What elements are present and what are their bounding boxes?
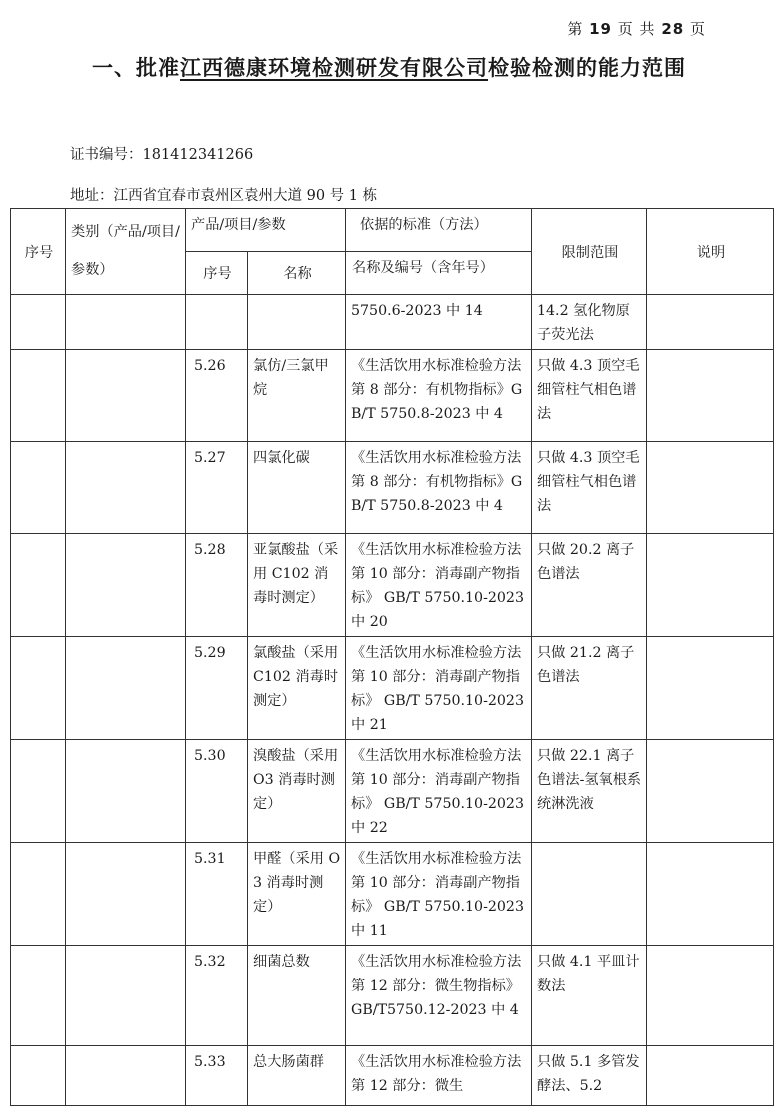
- organization-name: 江西德康环境检测研发有限公司: [180, 56, 488, 80]
- cell-note: [647, 534, 774, 637]
- cell-item-seq: 5.30: [186, 740, 248, 843]
- cell-category: [66, 350, 186, 442]
- cell-standard: 《生活饮用水标准检验方法 第 10 部分：消毒副产物指标》 GB/T 5750.10-2023 中 11: [346, 843, 532, 946]
- cell-item-name: 总大肠菌群: [248, 1046, 346, 1106]
- cell-note: [647, 442, 774, 534]
- table-row: [11, 1046, 774, 1106]
- header-limit: 限制范围: [532, 209, 647, 295]
- cell-limit: 只做 20.2 离子色谱法: [532, 534, 647, 637]
- cell-standard: 5750.6-2023 中 14: [346, 295, 532, 350]
- cell-item-seq: 5.31: [186, 843, 248, 946]
- address: 地址：江西省宜春市袁州区袁州大道 90 号 1 栋: [70, 188, 378, 204]
- capability-scope-table: [10, 208, 774, 1106]
- cell-note: [647, 295, 774, 350]
- page-title: 一、批准江西德康环境检测研发有限公司检验检测的能力范围: [92, 56, 686, 80]
- cell-category: [66, 843, 186, 946]
- table-row: [11, 350, 774, 442]
- cell-seq: [11, 740, 66, 843]
- header-note: 说明: [647, 209, 774, 295]
- header-standard-sub: 名称及编号（含年号）: [346, 252, 532, 295]
- cell-seq: [11, 442, 66, 534]
- cell-item-name: 溴酸盐（采用 O3 消毒时测定）: [248, 740, 346, 843]
- cell-category: [66, 946, 186, 1046]
- cell-seq: [11, 350, 66, 442]
- cell-item-name: [248, 295, 346, 350]
- cell-standard: 《生活饮用水标准检验方法 第 10 部分：消毒副产物指标》 GB/T 5750.10-2023 中 21: [346, 637, 532, 740]
- header-seq: 序号: [11, 209, 66, 295]
- page-number: 第 19 页 共 28 页: [567, 20, 706, 38]
- cell-item-name: 氯酸盐（采用 C102 消毒时测定）: [248, 637, 346, 740]
- cell-seq: [11, 534, 66, 637]
- cell-item-seq: [186, 295, 248, 350]
- cell-standard: 《生活饮用水标准检验方法 第 10 部分：消毒副产物指标》 GB/T 5750.10-2023 中 20: [346, 534, 532, 637]
- header-category: 类别（产品/项目/参数）: [66, 209, 186, 295]
- cell-item-seq: 5.32: [186, 946, 248, 1046]
- cell-limit: 14.2 氢化物原子荧光法: [532, 295, 647, 350]
- certificate-number: 证书编号：181412341266: [70, 147, 254, 163]
- header-product-group: 产品/项目/参数: [186, 209, 346, 252]
- cell-note: [647, 946, 774, 1046]
- cell-limit: 只做 4.1 平皿计数法: [532, 946, 647, 1046]
- header-item-seq: 序号: [186, 252, 248, 295]
- table-row: [11, 843, 774, 946]
- cell-limit: 只做 21.2 离子色谱法: [532, 637, 647, 740]
- cell-item-name: 亚氯酸盐（采用 C102 消毒时测定）: [248, 534, 346, 637]
- table-row: [11, 740, 774, 843]
- cell-item-name: 氯仿/三氯甲烷: [248, 350, 346, 442]
- cell-item-seq: 5.27: [186, 442, 248, 534]
- table-row: [11, 295, 774, 350]
- cell-category: [66, 637, 186, 740]
- header-standard: 依据的标准（方法）: [346, 209, 532, 252]
- cell-seq: [11, 1046, 66, 1106]
- cell-seq: [11, 637, 66, 740]
- cell-note: [647, 1046, 774, 1106]
- cell-standard: 《生活饮用水标准检验方法 第 8 部分：有机物指标》GB/T 5750.8-2023 中 4: [346, 350, 532, 442]
- header-item-name: 名称: [248, 252, 346, 295]
- cell-standard: 《生活饮用水标准检验方法 第 10 部分：消毒副产物指标》 GB/T 5750.10-2023 中 22: [346, 740, 532, 843]
- cell-note: [647, 350, 774, 442]
- cell-item-name: 甲醛（采用 O3 消毒时测定）: [248, 843, 346, 946]
- cell-item-seq: 5.28: [186, 534, 248, 637]
- cell-standard: 《生活饮用水标准检验方法 第 12 部分：微生物指标》 GB/T5750.12-2023 中 4: [346, 946, 532, 1046]
- cell-limit: [532, 843, 647, 946]
- cell-category: [66, 295, 186, 350]
- cell-note: [647, 637, 774, 740]
- cell-item-name: 细菌总数: [248, 946, 346, 1046]
- table-row: [11, 534, 774, 637]
- table-row: [11, 946, 774, 1046]
- cell-category: [66, 534, 186, 637]
- cell-seq: [11, 843, 66, 946]
- cell-note: [647, 843, 774, 946]
- cell-note: [647, 740, 774, 843]
- table-row: [11, 637, 774, 740]
- cell-seq: [11, 946, 66, 1046]
- cell-item-name: 四氯化碳: [248, 442, 346, 534]
- cell-limit: 只做 5.1 多管发酵法、5.2: [532, 1046, 647, 1106]
- cell-item-seq: 5.29: [186, 637, 248, 740]
- cell-category: [66, 1046, 186, 1106]
- cell-category: [66, 740, 186, 843]
- cell-standard: 《生活饮用水标准检验方法 第 12 部分：微生: [346, 1046, 532, 1106]
- cell-standard: 《生活饮用水标准检验方法 第 8 部分：有机物指标》GB/T 5750.8-2023 中 4: [346, 442, 532, 534]
- cell-limit: 只做 22.1 离子色谱法-氢氧根系统淋洗液: [532, 740, 647, 843]
- cell-item-seq: 5.26: [186, 350, 248, 442]
- cell-seq: [11, 295, 66, 350]
- cell-limit: 只做 4.3 顶空毛细管柱气相色谱法: [532, 442, 647, 534]
- cell-item-seq: 5.33: [186, 1046, 248, 1106]
- cell-limit: 只做 4.3 顶空毛细管柱气相色谱法: [532, 350, 647, 442]
- cell-category: [66, 442, 186, 534]
- table-row: [11, 442, 774, 534]
